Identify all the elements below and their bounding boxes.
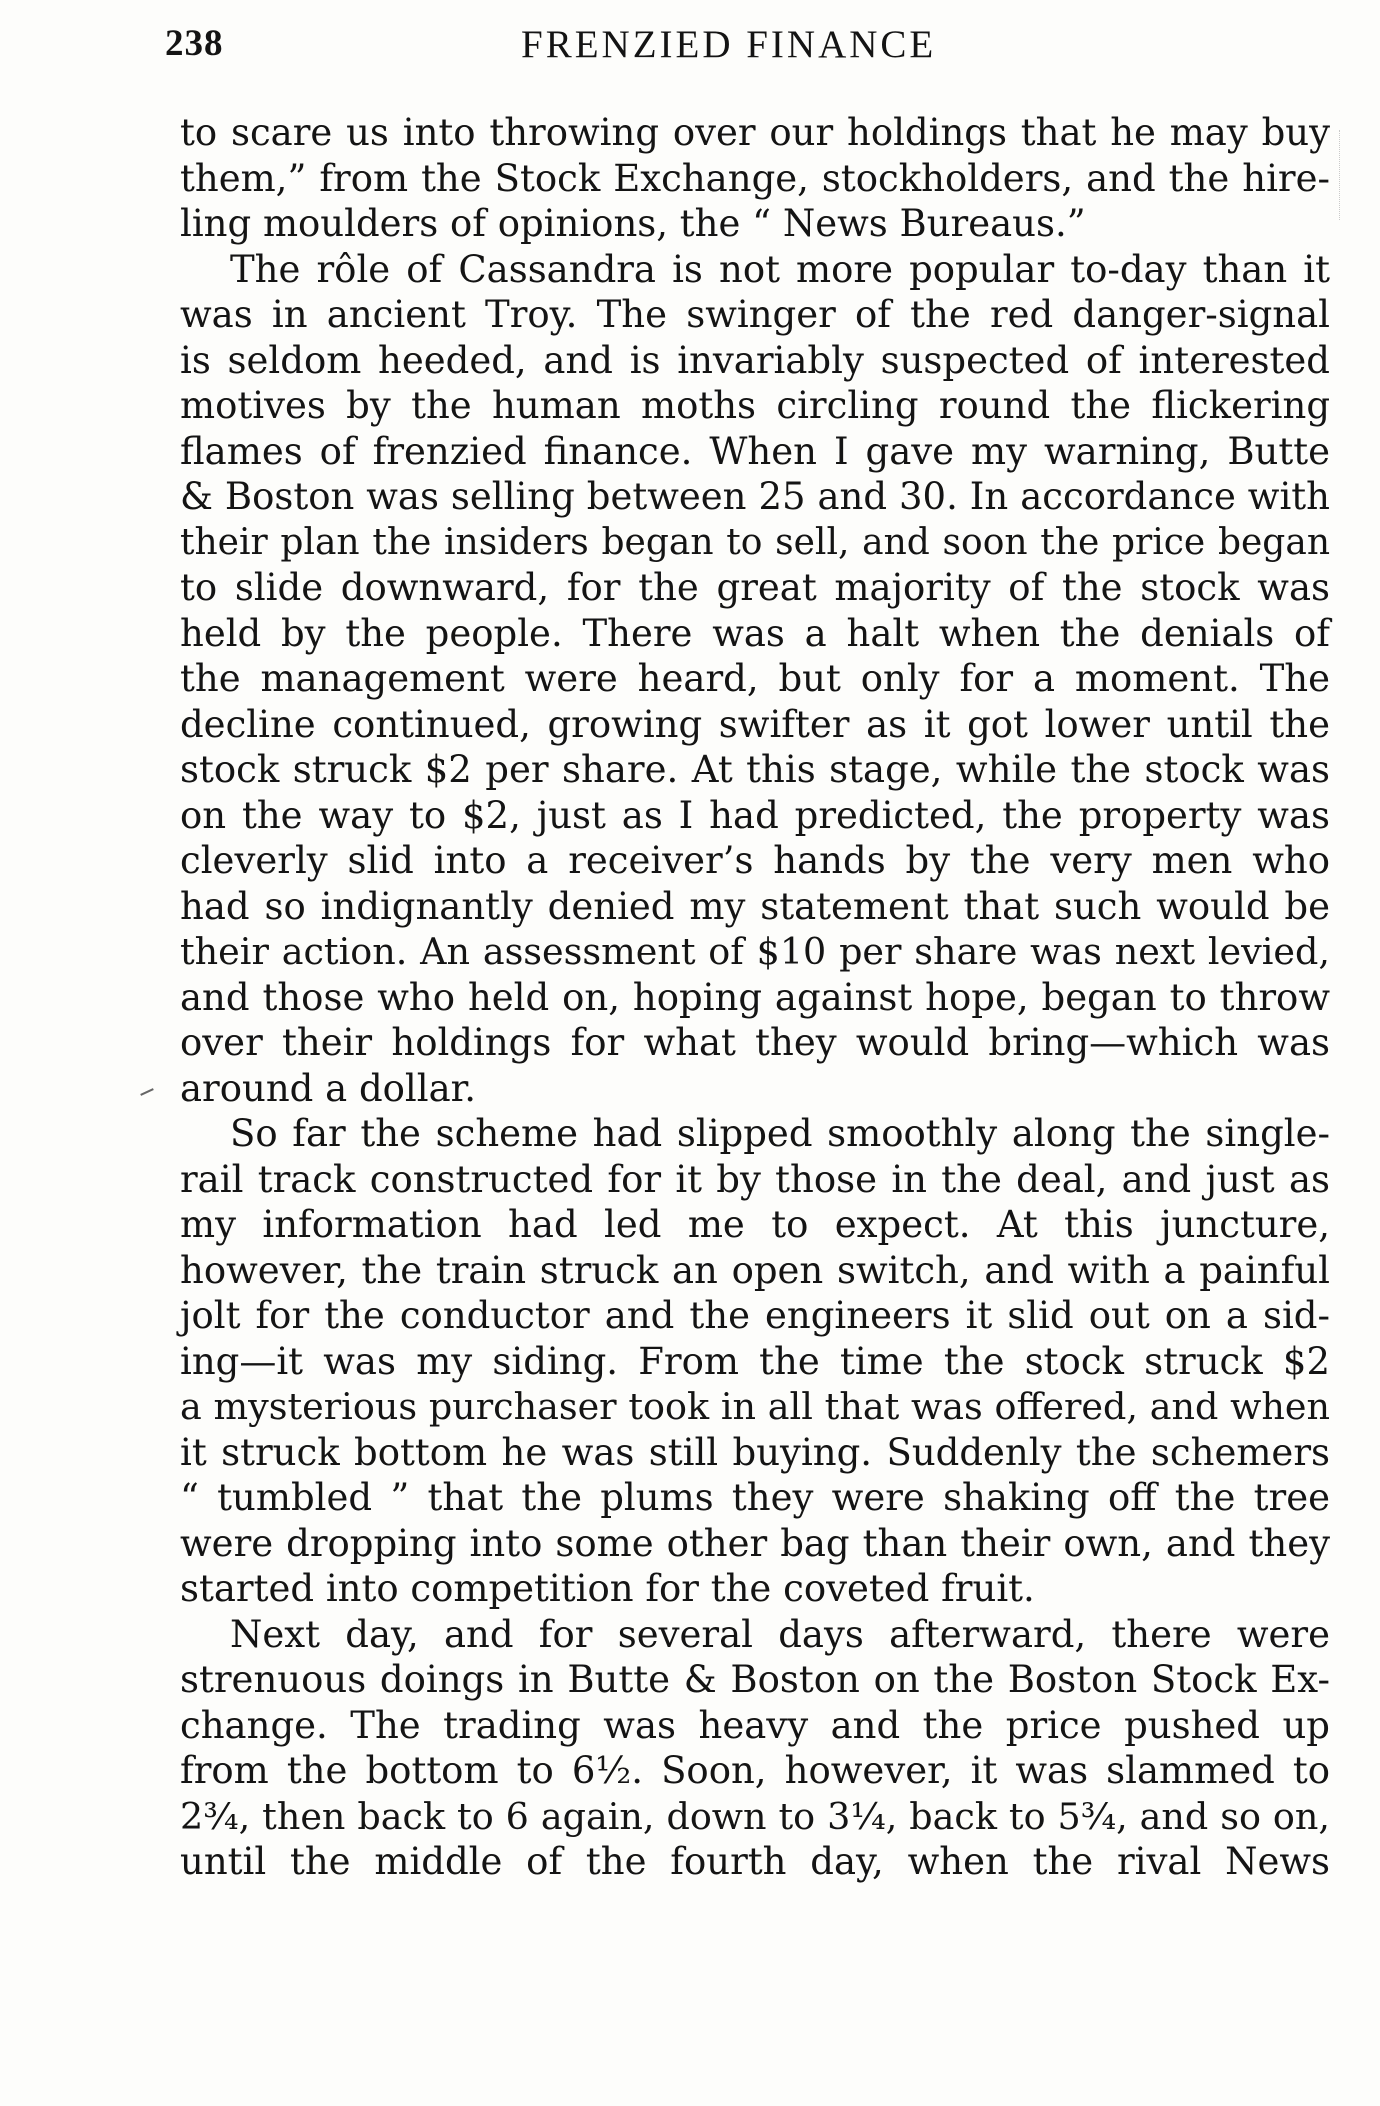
page-edge-speckle bbox=[1339, 130, 1342, 220]
text-line: stock struck $2 per share. At this stage, while the stock was bbox=[180, 748, 1330, 791]
text-line: change. The trading was heavy and the price pushed up bbox=[180, 1703, 1330, 1747]
text-line: decline continued, growing swifter as it got lower until the bbox=[180, 702, 1330, 746]
text-line: jolt for the conductor and the engineers it slid out on a sid- bbox=[180, 1294, 1330, 1337]
text-line: however, the train struck an open switch, and with a painful bbox=[180, 1248, 1330, 1292]
text-line: held by the people. There was a halt when the denials of bbox=[180, 611, 1330, 655]
text-line: until the middle of the fourth day, when the rival News bbox=[180, 1840, 1330, 1883]
text-line: over their holdings for what they would bring—which was bbox=[180, 1021, 1330, 1064]
text-line: their plan the insiders began to sell, and soon the price began bbox=[180, 521, 1330, 563]
text-line: a mysterious purchaser took in all that was offered, and when bbox=[180, 1385, 1330, 1428]
text-line: my information had led me to expect. At this juncture, bbox=[180, 1203, 1330, 1246]
text-line: “ tumbled ” that the plums they were shaking off the tree bbox=[180, 1476, 1330, 1519]
text-line: around a dollar. bbox=[180, 1066, 477, 1110]
text-line: Next day, and for several days afterward, there were bbox=[230, 1612, 1330, 1656]
text-line: rail track constructed for it by those in the deal, and just as bbox=[180, 1157, 1330, 1201]
text-line: from the bottom to 6½. Soon, however, it was slammed to bbox=[180, 1749, 1330, 1792]
text-line: started into competition for the coveted fruit. bbox=[180, 1567, 1035, 1610]
page-number: 238 bbox=[165, 23, 224, 64]
text-line: ing—it was my siding. From the time the stock struck $2 bbox=[180, 1339, 1330, 1383]
text-line: their action. An assessment of $10 per share was next levied, bbox=[180, 930, 1330, 973]
text-line: and those who held on, hoping against hope, began to throw bbox=[180, 975, 1330, 1019]
running-head: FRENZIED FINANCE bbox=[521, 23, 937, 66]
text-line: the management were heard, but only for a moment. The bbox=[180, 657, 1330, 700]
text-line: ling moulders of opinions, the “ News Bureaus.” bbox=[180, 202, 1086, 245]
text-line: were dropping into some other bag than their own, and they bbox=[180, 1521, 1330, 1565]
text-line: them,” from the Stock Exchange, stockholders, and the hire- bbox=[180, 156, 1330, 200]
text-line: strenuous doings in Butte & Boston on the Boston Stock Ex- bbox=[180, 1658, 1330, 1701]
text-line: cleverly slid into a receiver’s hands by the very men who bbox=[180, 839, 1330, 882]
body-text bbox=[180, 110, 1330, 1885]
text-line: motives by the human moths circling round the flickering bbox=[180, 384, 1330, 427]
text-line: to slide downward, for the great majority of the stock was bbox=[180, 566, 1330, 609]
text-line: to scare us into throwing over our holdings that he may buy bbox=[180, 111, 1330, 154]
text-line: 2¾, then back to 6 again, down to 3¼, back to 5¾, and so on, bbox=[180, 1794, 1330, 1838]
text-line: is seldom heeded, and is invariably suspected of interested bbox=[180, 338, 1330, 382]
text-line: had so indignantly denied my statement that such would be bbox=[180, 884, 1330, 928]
margin-pencil-mark bbox=[140, 1088, 154, 1096]
text-line: & Boston was selling between 25 and 30. In accordance with bbox=[180, 475, 1330, 518]
text-line: it struck bottom he was still buying. Suddenly the schemers bbox=[180, 1430, 1330, 1474]
text-line: So far the scheme had slipped smoothly along the single- bbox=[230, 1112, 1330, 1155]
text-line: flames of frenzied finance. When I gave my warning, Butte bbox=[180, 429, 1330, 473]
text-line: The rôle of Cassandra is not more popular to-day than it bbox=[230, 247, 1330, 291]
page-header bbox=[165, 22, 1305, 82]
text-line: on the way to $2, just as I had predicted, the property was bbox=[180, 793, 1330, 837]
text-line: was in ancient Troy. The swinger of the red danger-signal bbox=[180, 293, 1330, 336]
